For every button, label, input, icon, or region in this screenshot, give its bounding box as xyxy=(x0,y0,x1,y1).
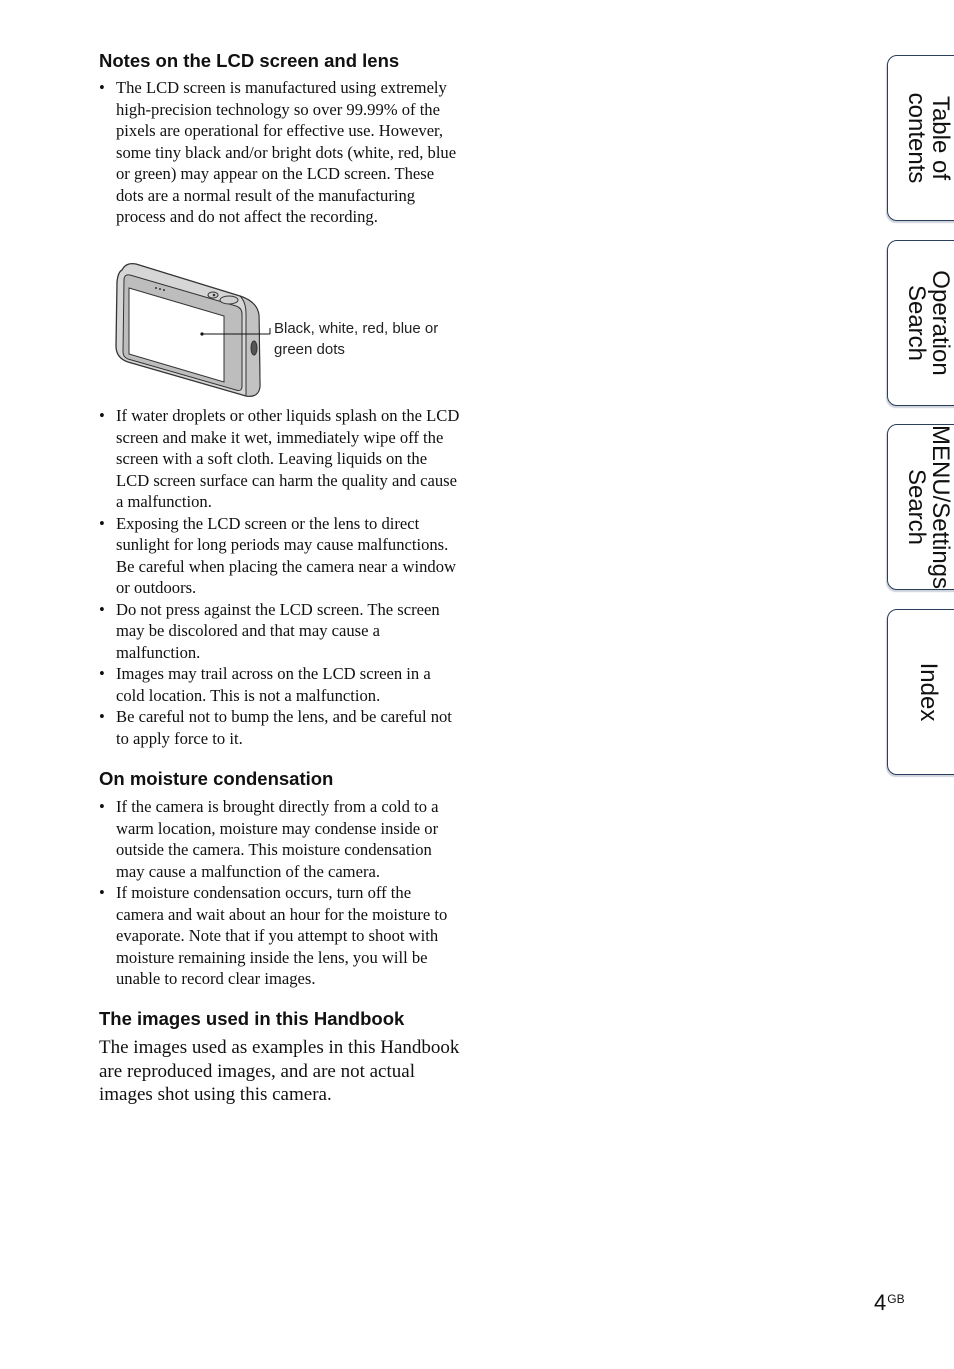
tab-label: Index xyxy=(915,662,942,722)
moisture-bullet-list xyxy=(99,796,461,990)
section-heading-images: The images used in this Handbook xyxy=(99,1008,405,1029)
tab-operation-search[interactable] xyxy=(887,240,954,406)
tab-label: MENU/Settings Search xyxy=(903,424,954,590)
tab-label: Operation Search xyxy=(903,270,954,376)
lcd-bullet-list-2 xyxy=(99,405,461,749)
figure-callout-label: Black, white, red, blue or green dots xyxy=(274,320,439,358)
list-item: • The LCD screen is manufactured using extremely high-precision technology so over 99.99% of the pixels are operational for effective use. However, some tiny black and/or bright dots (white, red, blue or green) may appear on the LCD screen. These dots are a normal result of the manufacturing process and do not affect the recording. xyxy=(99,77,461,228)
list-item: • Do not press against the LCD screen. The screen may be discolored and that may cause a malfunction. xyxy=(99,599,461,664)
section-heading-moisture: On moisture condensation xyxy=(99,768,334,789)
images-paragraph: The images used as examples in this Handbook are reproduced images, and are not actual images shot using this camera. xyxy=(99,1037,460,1105)
tab-menu-settings-search[interactable] xyxy=(887,424,954,590)
lcd-bullet-list-1 xyxy=(99,77,461,228)
list-item: • If moisture condensation occurs, turn off the camera and wait about an hour for the moisture to evaporate. Note that if you attempt to shoot with moisture remaining inside the lens, you will be unable to record clear images. xyxy=(99,882,461,990)
page-number: $4^{GB}$ xyxy=(874,1290,905,1315)
tab-label: Table of contents xyxy=(903,92,954,184)
section-heading-lcd: Notes on the LCD screen and lens xyxy=(99,50,400,71)
camera-lcd-illustration xyxy=(112,258,472,400)
list-item: • If water droplets or other liquids splash on the LCD screen and make it wet, immediately wipe off the screen with a soft cloth. Leaving liquids on the LCD screen surface can harm the quality and cause a malfunction. xyxy=(99,405,461,513)
list-item: • Images may trail across on the LCD screen in a cold location. This is not a malfunction. xyxy=(99,663,461,706)
list-item: • Exposing the LCD screen or the lens to direct sunlight for long periods may cause malfunctions. Be careful when placing the camera near a window or outdoors. xyxy=(99,513,461,599)
list-item: • Be careful not to bump the lens, and be careful not to apply force to it. xyxy=(99,706,461,749)
list-item: • If the camera is brought directly from a cold to a warm location, moisture may condense inside or outside the camera. This moisture condensation may cause a malfunction of the camera. xyxy=(99,796,461,882)
tab-index[interactable] xyxy=(887,609,954,775)
tab-table-of-contents[interactable] xyxy=(887,55,954,221)
